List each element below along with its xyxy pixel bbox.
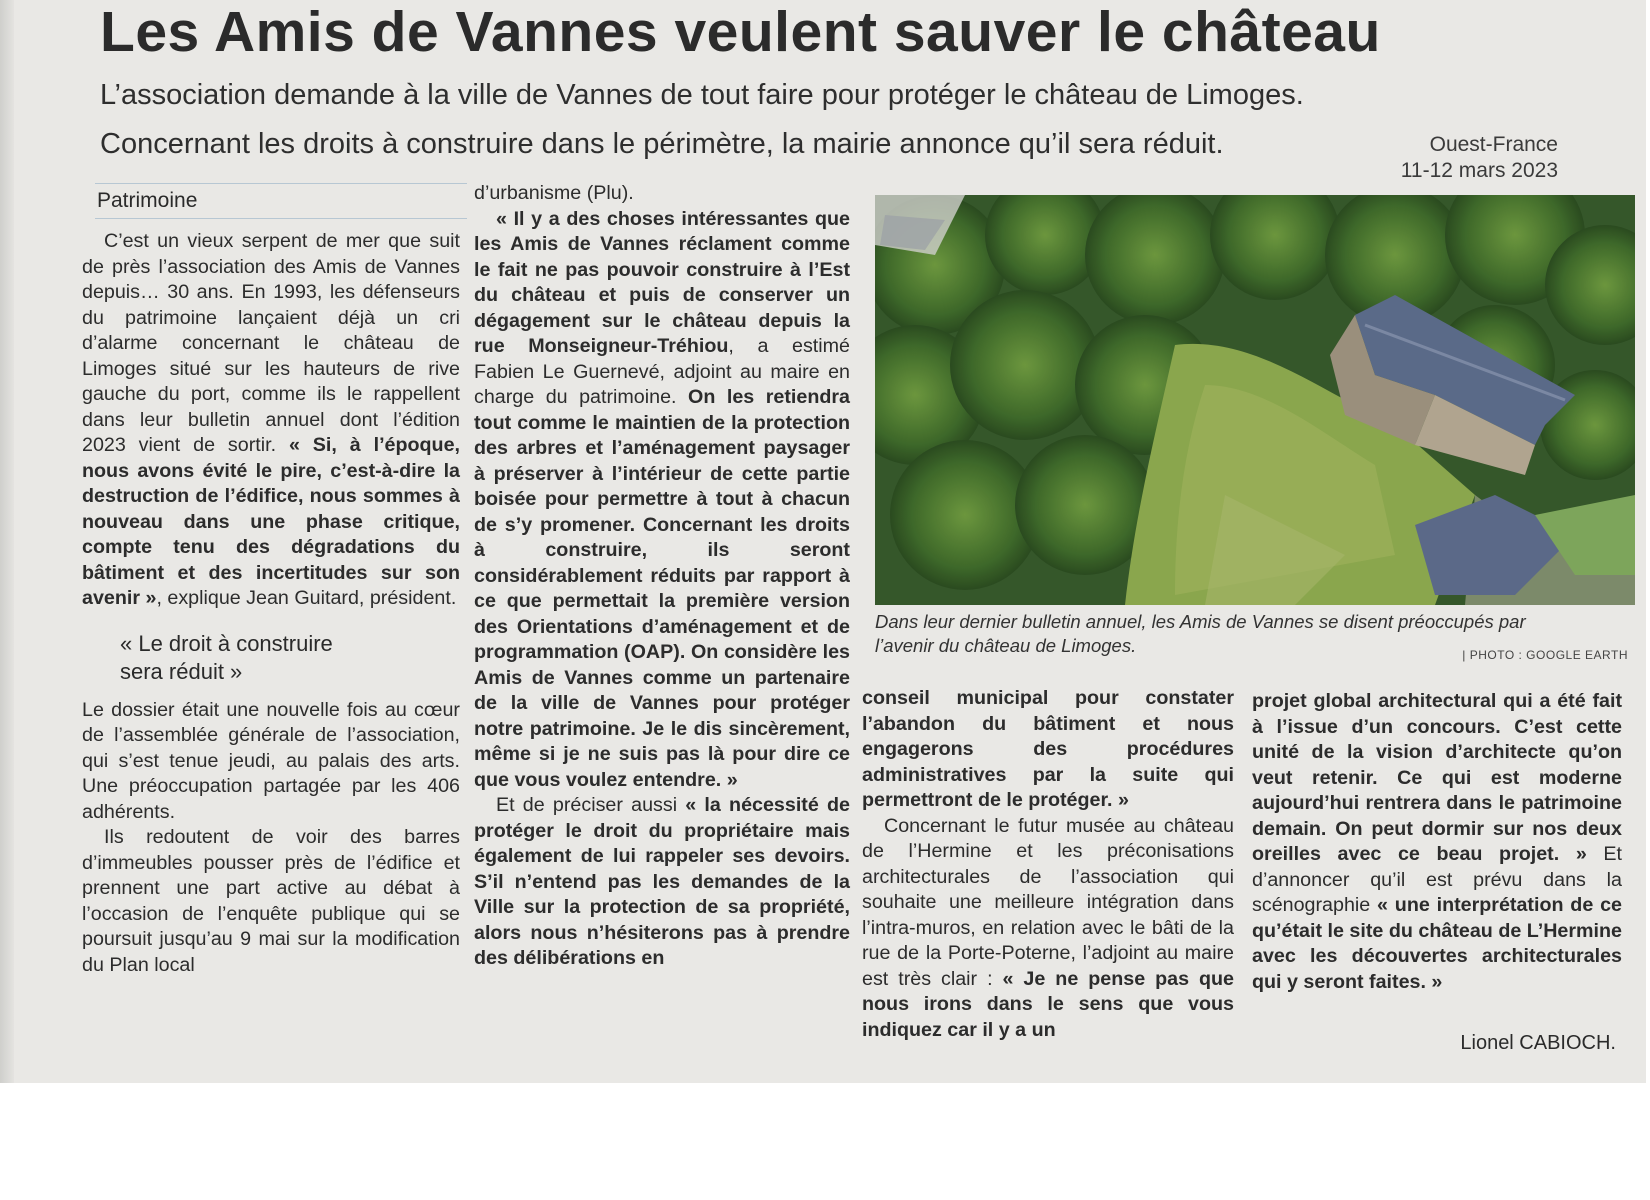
- paragraph: [862, 814, 1234, 1044]
- aerial-photo-illustration: [875, 195, 1635, 605]
- intertitle-line: « Le droit à construire: [120, 630, 333, 656]
- quote-text: projet global architectural qui a été fait à l’issue d’un concours. C’est cette unité de la vision d’architecte qu’on veut retenir. Ce qui est moderne aujourd’hui rentrera dans le patrimoine demain. On peut dormir sur nos deux oreilles avec ce beau projet. »: [1252, 690, 1622, 865]
- paragraph: [1252, 689, 1622, 995]
- quote-text: « Il y a des choses intéressantes que les Amis de Vannes réclament comme le fait ne pas pouvoir construire à l’Est du château et puis de conserver un dégagement sur le château depuis la rue Monseigneur-Tréhiou: [474, 207, 850, 357]
- article-column-4: [1252, 689, 1622, 995]
- quote-text: « Si, à l’époque, nous avons évité le pire, c’est-à-dire la destruction de l’édifice, nous sommes à nouveau dans une phase critique, compte tenu des dégradations du bâtiment et des incertitudes sur son avenir »: [82, 434, 461, 609]
- paragraph: Le dossier était une nouvelle fois au cœur de l’assemblée générale de l’association, qui s’est tenue jeudi, au palais des arts. Une préoccupation partagée par les 406 adhérents.: [82, 698, 460, 823]
- paragraph-text: , a estimé Fabien Le Guernevé, adjoint au maire en charge du patrimoine.: [474, 335, 850, 408]
- source-name: Ouest-France: [1429, 133, 1558, 156]
- intertitle-line: sera réduit »: [120, 658, 243, 684]
- paragraph: [474, 207, 850, 794]
- quote-text: conseil municipal pour constater l’abandon du bâtiment et nous engagerons des procédures administratives par la suite qui permettront de le protéger. »: [862, 687, 1234, 811]
- quote-text: « Je ne pense pas que nous irons dans le sens que vous indiquez car il y a un: [862, 967, 1234, 1041]
- article-column-2: [474, 181, 850, 972]
- quote-text: On les retiendra tout comme le maintien de la protection des arbres et l’aménagement paysager à préserver à l’intérieur de cette partie boisée pour permettre à tout à chacun de s’y promener. Concernant les droits à construire, ils seront considérablement réduits par rapport à ce que permettait la première version des Orientations d’aménagement et de programmation (OAP). On considère les Amis de Vannes comme un partenaire de la ville de Vannes pour protéger notre patrimoine. Je le dis sincèrement, même si je ne suis pas là pour dire ce que vous voulez entendre. »: [474, 386, 850, 791]
- paragraph: [862, 686, 1234, 814]
- paragraph: d’urbanisme (Plu).: [474, 182, 634, 204]
- quote-text: « une interprétation de ce qu’était le site du château de L’Hermine avec les découvertes architecturales qui y seront faites. »: [1252, 894, 1622, 993]
- article-column-1: [82, 229, 460, 978]
- source-block: [1401, 132, 1558, 184]
- source-date: 11-12 mars 2023: [1400, 159, 1558, 182]
- photo-caption: Dans leur dernier bulletin annuel, les Amis de Vannes se disent préoccupés par l’avenir du château de Limoges.: [875, 611, 1526, 656]
- paragraph: [474, 793, 850, 972]
- paragraph-text: Et d’annoncer qu’il est prévu dans la scénographie: [1252, 843, 1622, 916]
- intertitle: [120, 630, 460, 686]
- paragraph-text: Et de préciser aussi: [496, 794, 686, 816]
- scan-edge-shadow: [0, 0, 14, 1083]
- aerial-photo-chateau-de-limoges: [875, 195, 1635, 605]
- subheadline-line-1: L’association demande à la ville de Vannes de tout faire pour protéger le château de Limoges.: [100, 79, 1304, 111]
- subheadline-line-2: Concernant les droits à construire dans le périmètre, la mairie annonce qu’il sera réduit.: [100, 128, 1224, 160]
- section-rubric: Patrimoine: [95, 183, 467, 219]
- paragraph-text: C’est un vieux serpent de mer que suit de près l’association des Amis de Vannes depuis… 30 ans. En 1993, les défenseurs du patrimoine lançaient déjà un cri d’alarme concernant le château de Limoges situé sur les hauteurs de rive gauche du port, comme ils le rappellent dans leur bulletin annuel dont l’édition 2023 vient de sortir.: [82, 230, 460, 456]
- paragraph-text: Concernant le futur musée au château de l’Hermine et les préconisations architecturales de l’association qui souhaite une meilleure intégration dans l’intra-muros, en relation avec le bâti de la rue de la Porte-Poterne, l’adjoint au maire est très clair :: [862, 814, 1234, 990]
- paragraph: [82, 229, 460, 612]
- paragraph-text: , explique Jean Guitard, président.: [156, 587, 457, 609]
- article-column-3: [862, 686, 1234, 1043]
- quote-text: « la nécessité de protéger le droit du propriétaire mais également de lui rappeler ses devoirs. S’il n’entend pas les demandes de la Ville sur la protection de sa propriété, alors nous n’hésiterons pas à prendre des délibérations en: [474, 794, 850, 969]
- paragraph: Ils redoutent de voir des barres d’immeubles pousser près de l’édifice et prennent une part active au débat à l’occasion de l’enquête publique qui se poursuit jusqu’au 9 mai sur la modification du Plan local: [82, 826, 460, 976]
- photo-credit: | PHOTO : GOOGLE EARTH: [1462, 648, 1628, 662]
- headline: Les Amis de Vannes veulent sauver le château: [100, 0, 1381, 64]
- author-signature: Lionel CABIOCH.: [1460, 1032, 1616, 1054]
